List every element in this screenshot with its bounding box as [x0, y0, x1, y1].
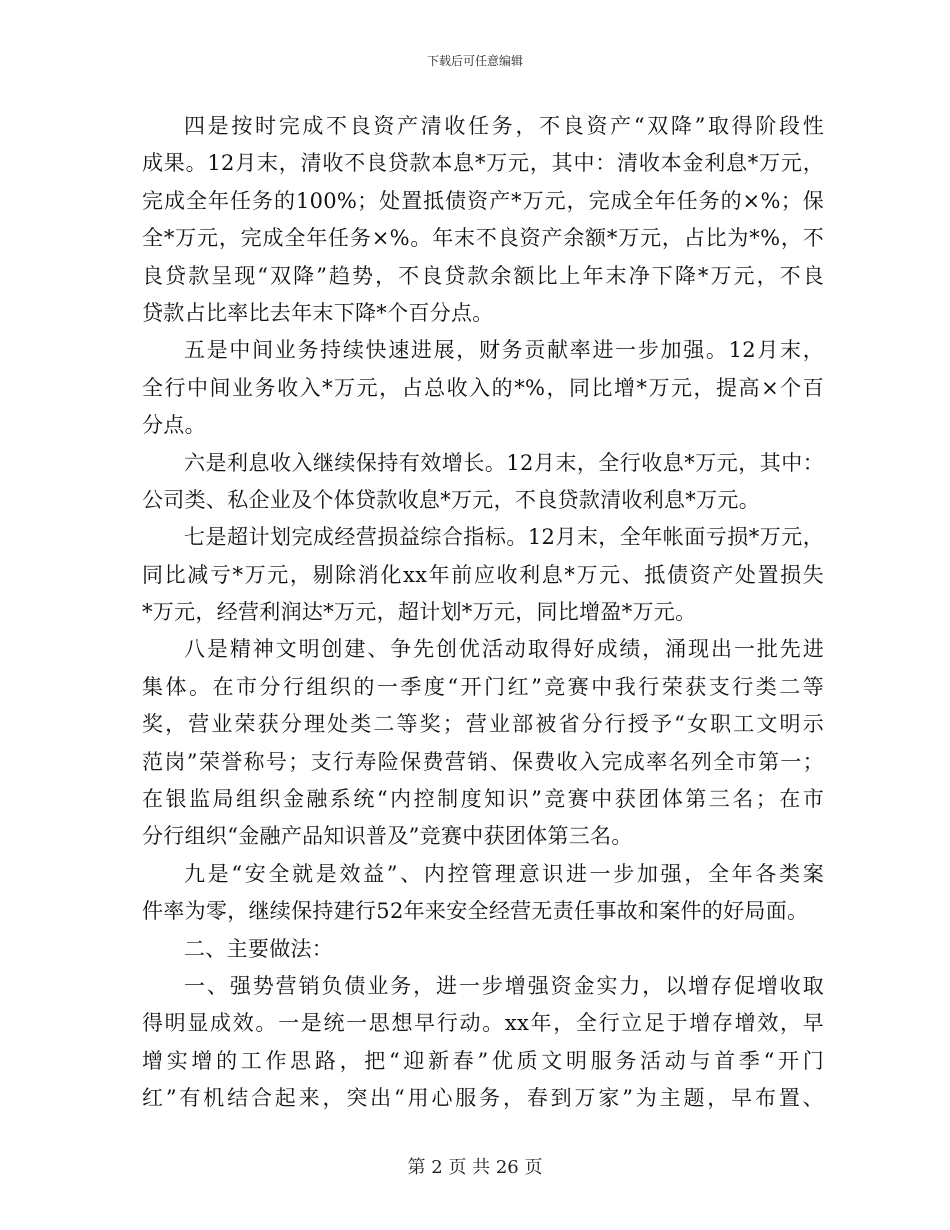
text-line: 成果。12月末，清收不良贷款本息*万元，其中：清收本金利息*万元， — [142, 151, 824, 176]
text-line: 四是按时完成不良资产清收任务，不良资产“双降”取得阶段性 — [184, 114, 824, 138]
text-line: 同比减亏*万元，剔除消化xx年前应收利息*万元、抵债资产处置损失 — [142, 562, 824, 587]
text-line: *万元，经营利润达*万元，超计划*万元，同比增盈*万元。 — [142, 600, 697, 625]
text-line: 六是利息收入继续保持有效增长。12月末，全行收息*万元，其中： — [184, 450, 824, 475]
text-line: 完成全年任务的100%；处置抵债资产*万元，完成全年任务的×%；保 — [142, 188, 824, 213]
text-line: 全*万元，完成全年任务×%。年末不良资产余额*万元，占比为*%，不 — [142, 226, 824, 251]
text-line: 分行组织“金融产品知识普及”竞赛中获团体第三名。 — [142, 824, 633, 849]
text-line: 一、强势营销负债业务，进一步增强资金实力，以增存促增收取 — [184, 973, 824, 998]
text-line: 分点。 — [142, 413, 206, 438]
page-number: 第 2 页 共 26 页 — [407, 1157, 543, 1178]
text-line: 贷款占比率比去年末下降*个百分点。 — [142, 300, 494, 325]
text-line: 增实增的工作思路，把“迎新春”优质文明服务活动与首季“开门 — [142, 1048, 824, 1073]
text-line: 在银监局组织金融系统“内控制度知识”竞赛中获团体第三名；在市 — [142, 787, 824, 812]
text-line: 良贷款呈现“双降”趋势，不良贷款余额比上年末净下降*万元，不良 — [142, 263, 824, 288]
text-line: 范岗”荣誉称号；支行寿险保费营销、保费收入完成率名列全市第一； — [142, 749, 824, 774]
text-line: 五是中间业务持续快速进展，财务贡献率进一步加强。12月末， — [184, 338, 824, 363]
text-line: 得明显成效。一是统一思想早行动。xx年，全行立足于增存增效，早 — [142, 1011, 824, 1036]
page-header-note: 下载后可任意编辑 — [426, 54, 523, 68]
section-heading: 二、主要做法： — [184, 936, 334, 961]
text-line: 九是“安全就是效益”、内控管理意识进一步加强，全年各类案 — [184, 861, 824, 886]
text-line: 七是超计划完成经营损益综合指标。12月末，全年帐面亏损*万元， — [184, 525, 824, 550]
text-line: 件率为零，继续保持建行52年来安全经营无责任事故和案件的好局面。 — [142, 899, 809, 924]
text-line: 八是精神文明创建、争先创优活动取得好成绩，涌现出一批先进 — [184, 637, 824, 662]
text-line: 集体。在市分行组织的一季度“开门红”竞赛中我行荣获支行类二等 — [142, 674, 824, 699]
text-line: 公司类、私企业及个体贷款收息*万元，不良贷款清收利息*万元。 — [142, 487, 760, 512]
text-line: 红”有机结合起来，突出“用心服务，春到万家”为主题，早布置、 — [142, 1086, 824, 1111]
text-line: 全行中间业务收入*万元，占总收入的*%，同比增*万元，提高×个百 — [142, 375, 824, 400]
text-line: 奖，营业荣获分理处类二等奖；营业部被省分行授予“女职工文明示 — [142, 712, 824, 737]
document-body — [142, 108, 824, 1118]
